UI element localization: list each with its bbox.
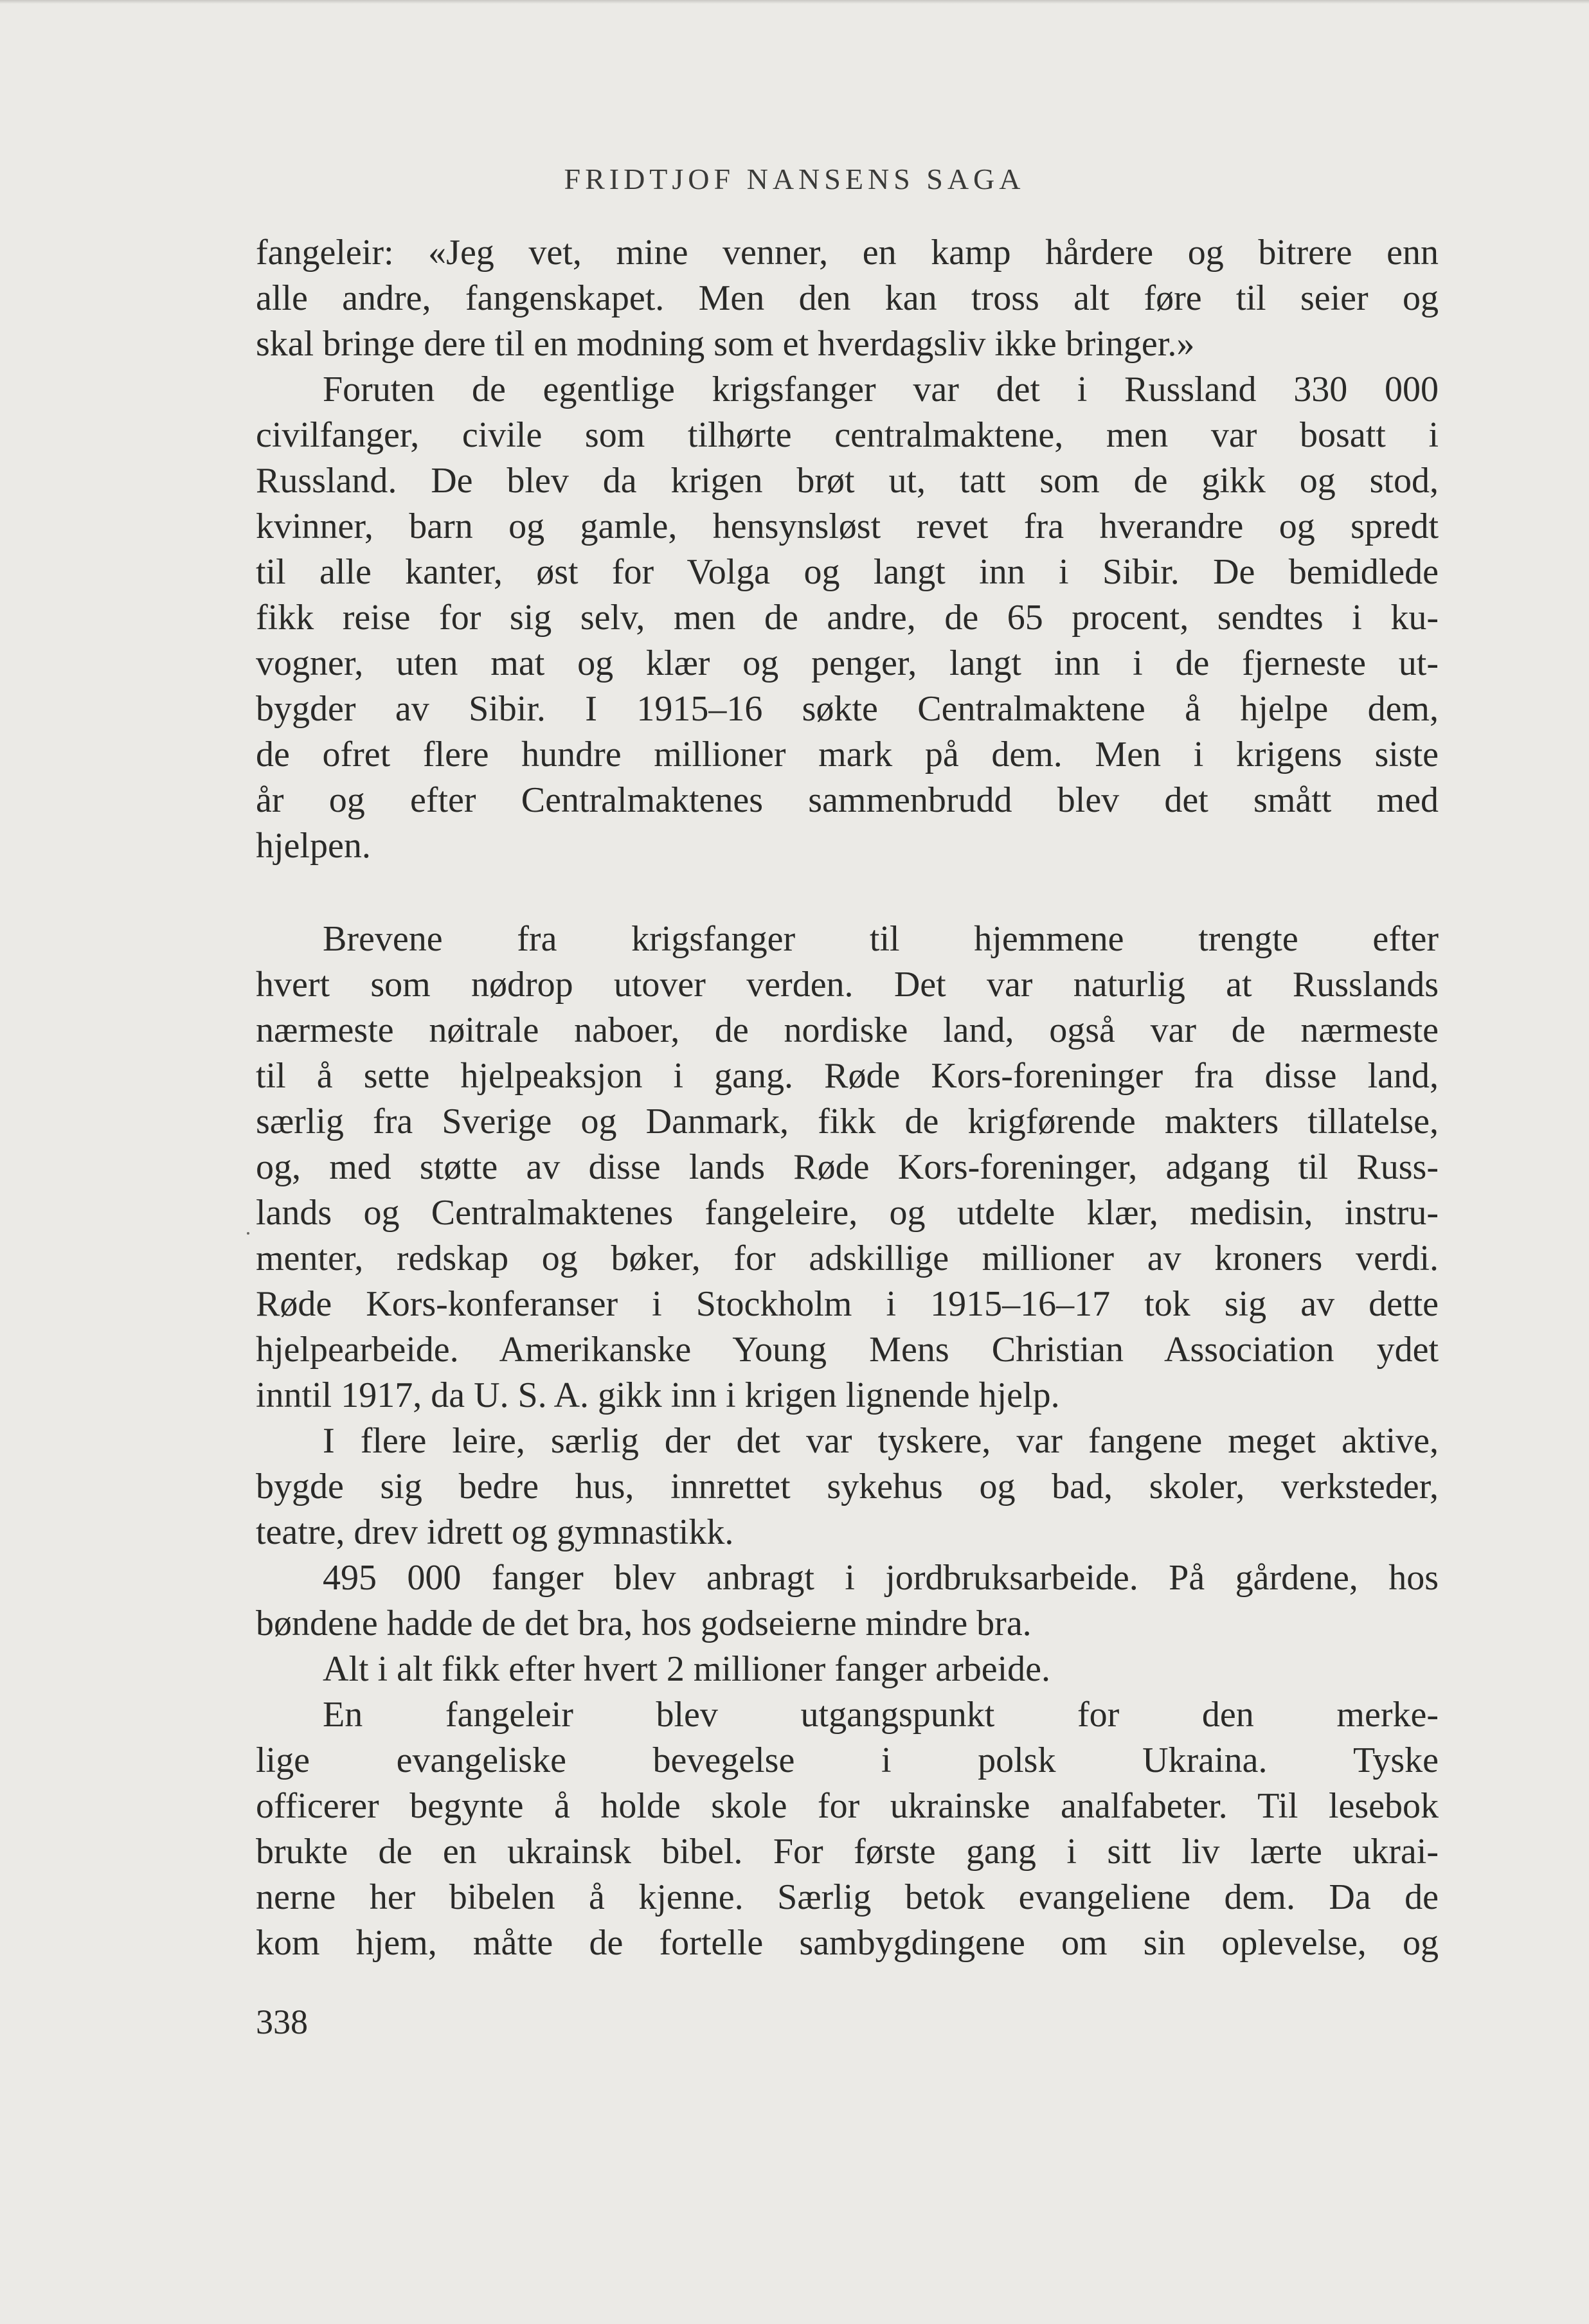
text-line: hvert som nødrop utover verden. Det var naturlig at Russlands xyxy=(256,965,1439,1005)
text-line: civilfanger, civile som tilhørte centralmaktene, men var bosatt i xyxy=(256,415,1439,455)
paragraph-start-line: Foruten de egentlige krigsfanger var det i Russland 330 000 xyxy=(323,370,1439,409)
text-line: menter, redskap og bøker, for adskillige millioner av kroners verdi. xyxy=(256,1238,1439,1278)
text-line: år og efter Centralmaktenes sammenbrudd blev det smått med xyxy=(256,780,1439,820)
paragraph-start-line: I flere leire, særlig der det var tyskere, var fangene meget aktive, xyxy=(323,1421,1439,1461)
text-line: og, med støtte av disse lands Røde Kors-foreninger, adgang til Russ- xyxy=(256,1147,1439,1187)
text-line: teatre, drev idrett og gymnastikk. xyxy=(256,1512,734,1552)
text-line: kvinner, barn og gamle, hensynsløst revet fra hverandre og spredt xyxy=(256,506,1439,546)
text-line: skal bringe dere til en modning som et hverdagsliv ikke bringer.» xyxy=(256,324,1195,364)
text-line: brukte de en ukrainsk bibel. For første gang i sitt liv lærte ukrai- xyxy=(256,1832,1439,1872)
text-line: nerne her bibelen å kjenne. Særlig betok evangeliene dem. Da de xyxy=(256,1877,1439,1917)
text-line: særlig fra Sverige og Danmark, fikk de krigførende makters tillatelse, xyxy=(256,1102,1439,1141)
running-title: FRIDTJOF NANSENS SAGA xyxy=(564,163,1025,195)
text-line: Russland. De blev da krigen brøt ut, tatt som de gikk og stod, xyxy=(256,461,1439,501)
text-line: alle andre, fangenskapet. Men den kan tross alt føre til seier og xyxy=(256,278,1439,318)
text-line: officerer begynte å holde skole for ukrainske analfabeter. Til lesebok xyxy=(256,1786,1439,1826)
page-number: 338 xyxy=(256,2003,308,2041)
text-line: fikk reise for sig selv, men de andre, de 65 procent, sendtes i ku- xyxy=(256,598,1439,638)
text-line: nærmeste nøitrale naboer, de nordiske land, også var de nærmeste xyxy=(256,1010,1439,1050)
text-line: lands og Centralmaktenes fangeleire, og utdelte klær, medisin, instru- xyxy=(256,1193,1439,1233)
text-line: hjelpearbeide. Amerikanske Young Mens Christian Association ydet xyxy=(256,1330,1439,1370)
section-gap xyxy=(256,869,1439,916)
body-text xyxy=(256,230,1439,1966)
text-line: bygder av Sibir. I 1915–16 søkte Centralmaktene å hjelpe dem, xyxy=(256,689,1439,729)
text-line: Røde Kors-konferanser i Stockholm i 1915–16–17 tok sig av dette xyxy=(256,1284,1439,1324)
text-line: inntil 1917, da U. S. A. gikk inn i krigen lignende hjelp. xyxy=(256,1375,1060,1415)
paragraph-start-line: Alt i alt fikk efter hvert 2 millioner fanger arbeide. xyxy=(323,1649,1051,1689)
text-line: til å sette hjelpeaksjon i gang. Røde Kors-foreninger fra disse land, xyxy=(256,1056,1439,1096)
text-line: hjelpen. xyxy=(256,826,371,866)
page-top-edge xyxy=(0,0,1589,4)
text-line: bygde sig bedre hus, innrettet sykehus og bad, skoler, verksteder, xyxy=(256,1467,1439,1506)
text-line: til alle kanter, øst for Volga og langt inn i Sibir. De bemidlede xyxy=(256,552,1439,592)
text-line: kom hjem, måtte de fortelle sambygdingene om sin oplevelse, og xyxy=(256,1923,1439,1963)
text-line: bøndene hadde de det bra, hos godseierne mindre bra. xyxy=(256,1604,1032,1643)
section-start-line: Brevene fra krigsfanger til hjemmene trengte efter xyxy=(323,919,1439,959)
margin-mark xyxy=(247,1232,249,1235)
text-line: de ofret flere hundre millioner mark på dem. Men i krigens siste xyxy=(256,735,1439,774)
paragraph-start-line: En fangeleir blev utgangspunkt for den merke- xyxy=(323,1695,1439,1735)
text-line: vogner, uten mat og klær og penger, langt inn i de fjerneste ut- xyxy=(256,643,1439,683)
text-line: lige evangeliske bevegelse i polsk Ukraina. Tyske xyxy=(256,1740,1439,1780)
paragraph-start-line: 495 000 fanger blev anbragt i jordbruksarbeide. På gårdene, hos xyxy=(323,1558,1439,1598)
text-line: fangeleir: «Jeg vet, mine venner, en kamp hårdere og bitrere enn xyxy=(256,233,1439,273)
